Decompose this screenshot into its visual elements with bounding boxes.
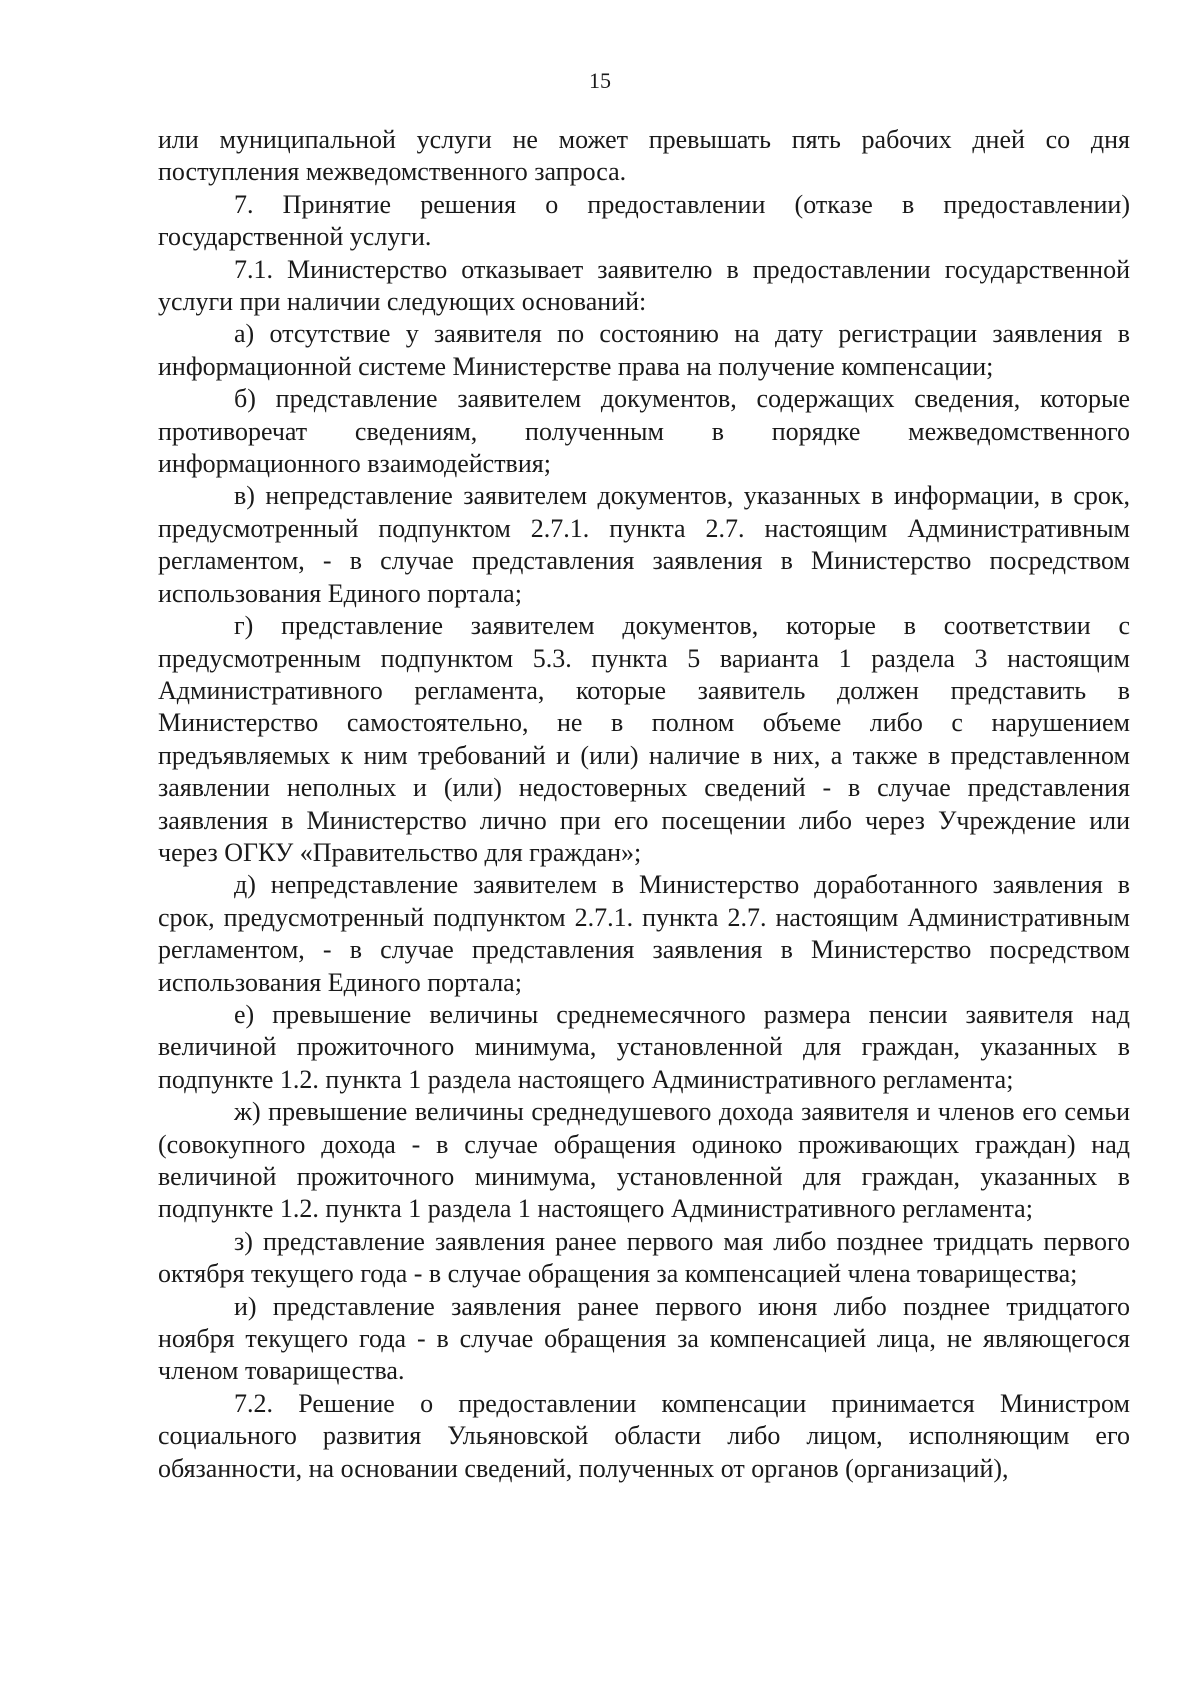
paragraph-section-7: 7. Принятие решения о предоставлении (отказе в предоставлении) государственной услуги.: [158, 189, 1130, 252]
paragraph-item-g: г) представление заявителем документов, которые в соответствии с предусмотренным подпунктом 5.3. пункта 5 варианта 1 раздела 3 настоящим Административного регламента, которые заявитель должен представить в Министерство самостоятельно, не в полном объеме либо с нарушением предъявляемых к ним требований и (или) наличие в них, а также в представленном заявлении неполных и (или) недостоверных сведений - в случае представления заявления в Министерство лично при его посещении либо через Учреждение или через ОГКУ «Правительство для граждан»;: [158, 611, 1130, 867]
paragraph-7-1: 7.1. Министерство отказывает заявителю в предоставлении государственной услуги при наличии следующих оснований:: [158, 254, 1130, 317]
paragraph-item-zh: ж) превышение величины среднедушевого дохода заявителя и членов его семьи (совокупного дохода - в случае обращения одиноко проживающих граждан) над величиной прожиточного минимума, установленной для граждан, указанных в подпункте 1.2. пункта 1 раздела 1 настоящего Административного регламента;: [158, 1097, 1130, 1224]
paragraph-item-a: а) отсутствие у заявителя по состоянию на дату регистрации заявления в информационной системе Министерстве права на получение компенсации;: [158, 319, 1130, 381]
paragraph-item-v: в) непредставление заявителем документов, указанных в информации, в срок, предусмотренный подпунктом 2.7.1. пункта 2.7. настоящим Административным регламентом, - в случае представления заявления в Министерство посредством использования Единого портала;: [158, 481, 1130, 608]
paragraph-item-i: и) представление заявления ранее первого июня либо позднее тридцатого ноября текущего года - в случае обращения за компенсацией лица, не являющегося членом товарищества.: [158, 1291, 1130, 1386]
paragraph-item-b: б) представление заявителем документов, содержащих сведения, которые противоречат сведениям, полученным в порядке межведомственного информационного взаимодействия;: [158, 384, 1130, 479]
page-number: 15: [589, 68, 611, 93]
paragraph-item-z: з) представление заявления ранее первого мая либо позднее тридцать первого октября текущего года - в случае обращения за компенсацией члена товарищества;: [158, 1226, 1130, 1289]
paragraph-item-d: д) непредставление заявителем в Министерство доработанного заявления в срок, предусмотренный подпунктом 2.7.1. пункта 2.7. настоящим Административным регламентом, - в случае представления заявления в Министерство посредством использования Единого портала;: [158, 870, 1130, 997]
paragraph-item-e: е) превышение величины среднемесячного размера пенсии заявителя над величиной прожиточного минимума, установленной для граждан, указанных в подпункте 1.2. пункта 1 раздела настоящего Административного регламента;: [158, 999, 1130, 1094]
paragraph-continuation: или муниципальной услуги не может превышать пять рабочих дней со дня поступления межведомственного запроса.: [158, 125, 1130, 187]
document-body: [158, 124, 1130, 1485]
paragraph-7-2: 7.2. Решение о предоставлении компенсации принимается Министром социального развития Ульяновской области либо лицом, исполняющим его обязанности, на основании сведений, полученных от органов (организаций),: [158, 1388, 1130, 1483]
